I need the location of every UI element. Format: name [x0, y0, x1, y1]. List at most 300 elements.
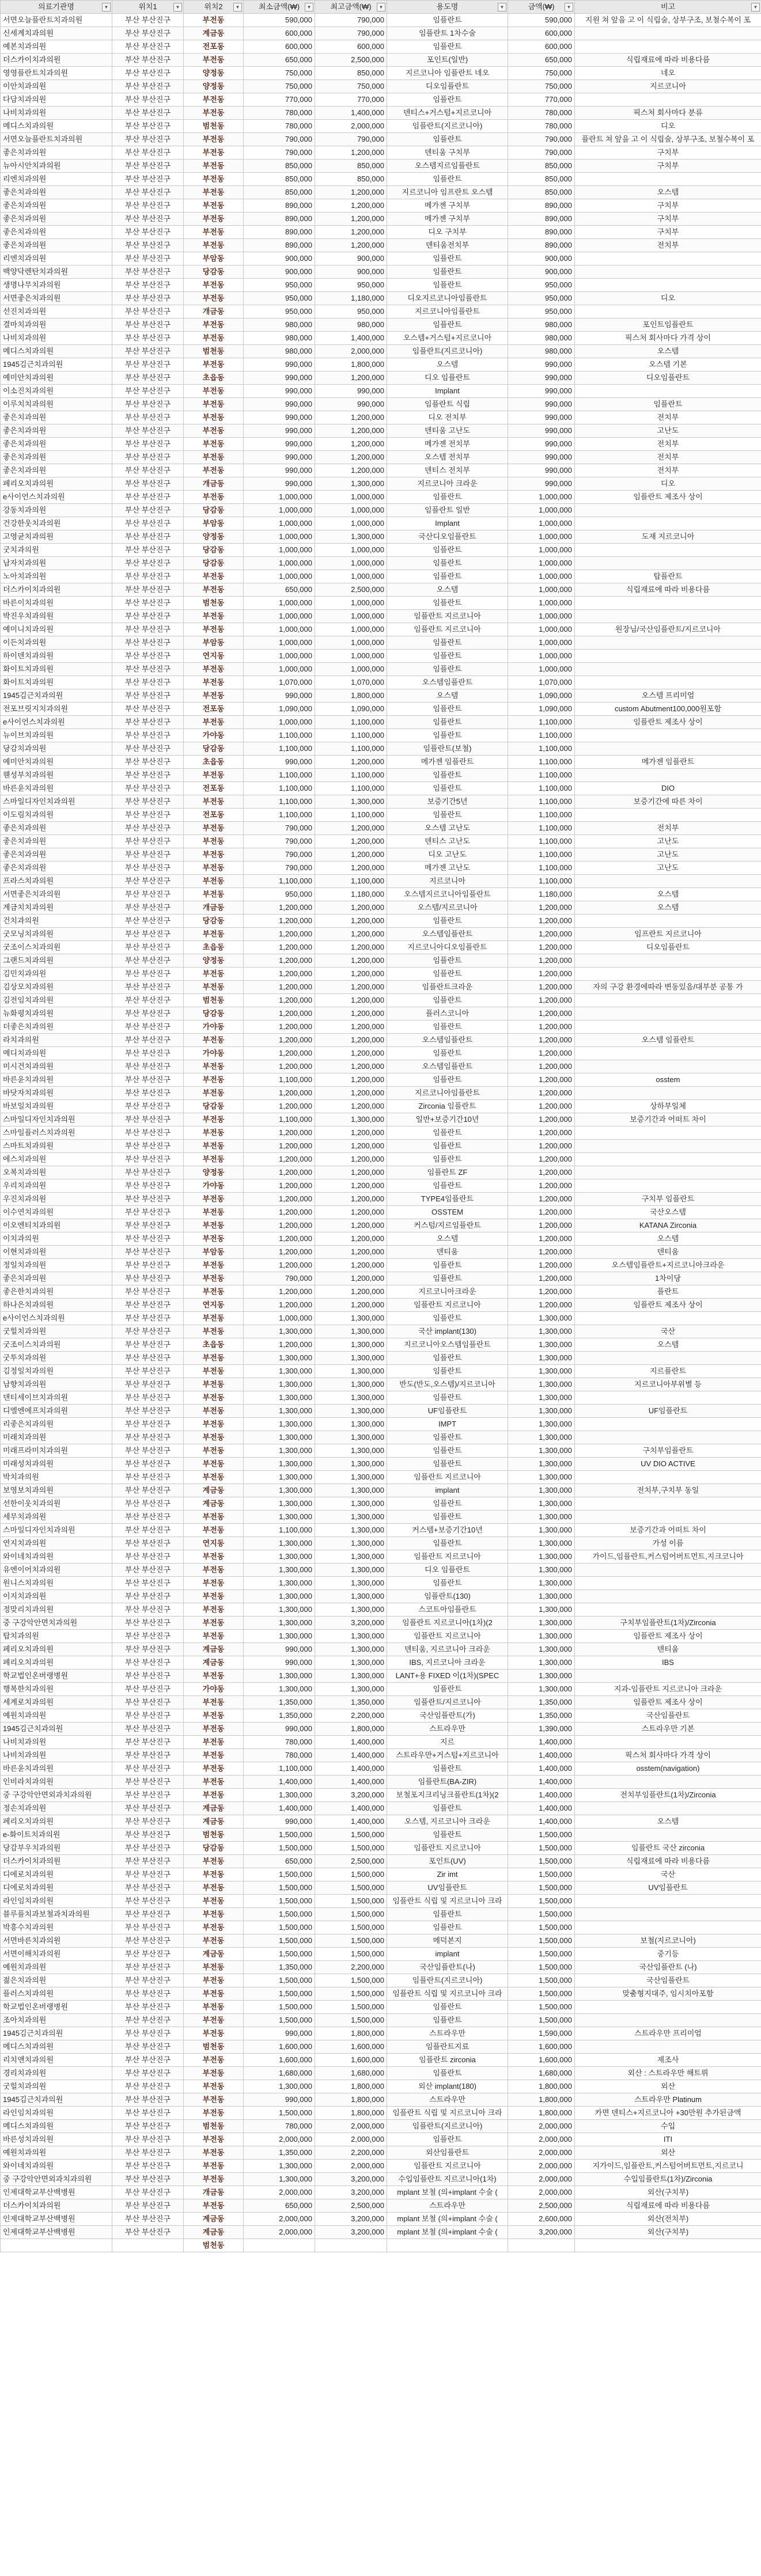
min-price-cell[interactable]: 1,300,000: [244, 1564, 315, 1577]
min-price-cell[interactable]: 650,000: [244, 2199, 315, 2213]
clinic-name-cell[interactable]: 스마트치과의원: [1, 1140, 112, 1153]
location2-cell[interactable]: 부전동: [184, 213, 244, 226]
clinic-name-cell[interactable]: 좋은치과의원: [1, 146, 112, 160]
price-cell[interactable]: 750,000: [508, 67, 575, 80]
min-price-cell[interactable]: 1,200,000: [244, 981, 315, 994]
location2-cell[interactable]: 부전동: [184, 1617, 244, 1630]
max-price-cell[interactable]: 1,500,000: [315, 1842, 387, 1855]
table-row[interactable]: [1, 875, 761, 888]
price-cell[interactable]: 1,300,000: [508, 1630, 575, 1643]
location2-cell[interactable]: 부전동: [184, 239, 244, 252]
location1-cell[interactable]: 부산 부산진구: [112, 2040, 184, 2054]
note-cell[interactable]: 덴티움: [575, 1643, 761, 1656]
table-row[interactable]: [1, 1789, 761, 1802]
location2-cell[interactable]: 계금동: [184, 27, 244, 40]
table-row[interactable]: [1, 1961, 761, 1974]
max-price-cell[interactable]: 1,000,000: [315, 623, 387, 636]
location1-cell[interactable]: 부산 부산진구: [112, 1179, 184, 1193]
price-cell[interactable]: 1,500,000: [508, 2001, 575, 2014]
location1-cell[interactable]: 부산 부산진구: [112, 650, 184, 663]
table-row[interactable]: [1, 27, 761, 40]
note-cell[interactable]: [575, 385, 761, 398]
price-cell[interactable]: 990,000: [508, 438, 575, 451]
max-price-cell[interactable]: 790,000: [315, 14, 387, 27]
clinic-name-cell[interactable]: 중 구강악안면외과치과의원: [1, 1789, 112, 1802]
price-cell[interactable]: 1,300,000: [508, 1378, 575, 1391]
max-price-cell[interactable]: 1,200,000: [315, 1020, 387, 1034]
usage-cell[interactable]: 오스템임플란트: [387, 1034, 508, 1047]
location2-cell[interactable]: 부전동: [184, 1881, 244, 1895]
max-price-cell[interactable]: 1,300,000: [315, 1670, 387, 1683]
usage-cell[interactable]: 지르코니아디오임플란트: [387, 941, 508, 954]
table-row[interactable]: [1, 901, 761, 915]
usage-cell[interactable]: 오스템 전치부: [387, 451, 508, 464]
min-price-cell[interactable]: 990,000: [244, 2093, 315, 2107]
note-cell[interactable]: 외산: [575, 2146, 761, 2160]
clinic-name-cell[interactable]: 이루치치과의원: [1, 398, 112, 411]
note-cell[interactable]: 임플란트 제조사 상이: [575, 1299, 761, 1312]
price-cell[interactable]: 1,500,000: [508, 1934, 575, 1948]
price-cell[interactable]: 1,000,000: [508, 504, 575, 517]
location1-cell[interactable]: 부산 부산진구: [112, 1908, 184, 1921]
location1-cell[interactable]: 부산 부산진구: [112, 1484, 184, 1497]
max-price-cell[interactable]: 1,200,000: [315, 954, 387, 968]
max-price-cell[interactable]: 1,000,000: [315, 557, 387, 570]
clinic-name-cell[interactable]: 굿조이스치과의원: [1, 1338, 112, 1352]
note-cell[interactable]: [575, 650, 761, 663]
location2-cell[interactable]: 계금동: [184, 1484, 244, 1497]
note-cell[interactable]: [575, 305, 761, 318]
usage-cell[interactable]: 오스템임플란트: [387, 1060, 508, 1073]
price-cell[interactable]: 1,200,000: [508, 1166, 575, 1179]
clinic-name-cell[interactable]: 메디스치과의원: [1, 345, 112, 358]
max-price-cell[interactable]: 1,100,000: [315, 716, 387, 729]
clinic-name-cell[interactable]: 와이네치과의원: [1, 1550, 112, 1564]
min-price-cell[interactable]: 1,000,000: [244, 530, 315, 544]
table-row[interactable]: [1, 252, 761, 265]
clinic-name-cell[interactable]: 더스카이치과의원: [1, 1855, 112, 1868]
max-price-cell[interactable]: 1,200,000: [315, 411, 387, 424]
table-row[interactable]: [1, 1630, 761, 1643]
table-row[interactable]: [1, 1511, 761, 1524]
location2-cell[interactable]: 전포동: [184, 782, 244, 795]
location1-cell[interactable]: 부산 부산진구: [112, 411, 184, 424]
table-row[interactable]: [1, 1683, 761, 1696]
min-price-cell[interactable]: 1,000,000: [244, 636, 315, 650]
col-header-max-price[interactable]: [315, 1, 387, 14]
table-row[interactable]: [1, 1285, 761, 1299]
max-price-cell[interactable]: 1,800,000: [315, 2107, 387, 2120]
price-cell[interactable]: 1,500,000: [508, 1895, 575, 1908]
location1-cell[interactable]: 부산 부산진구: [112, 1418, 184, 1431]
usage-cell[interactable]: 임플란트 식립: [387, 398, 508, 411]
min-price-cell[interactable]: 1,300,000: [244, 1537, 315, 1550]
clinic-name-cell[interactable]: 라인임치과의원: [1, 2107, 112, 2120]
price-cell[interactable]: 1,200,000: [508, 941, 575, 954]
location2-cell[interactable]: 범천동: [184, 2120, 244, 2133]
usage-cell[interactable]: 스트라우만+거스텀+지르코니아: [387, 1749, 508, 1762]
min-price-cell[interactable]: 1,400,000: [244, 1802, 315, 1815]
table-row[interactable]: [1, 199, 761, 213]
price-cell[interactable]: 1,300,000: [508, 1352, 575, 1365]
usage-cell[interactable]: implant: [387, 1948, 508, 1961]
table-row[interactable]: [1, 318, 761, 332]
clinic-name-cell[interactable]: 미래프라미치과의원: [1, 1444, 112, 1458]
max-price-cell[interactable]: 1,300,000: [315, 1683, 387, 1696]
clinic-name-cell[interactable]: 메디스치과의원: [1, 2040, 112, 2054]
min-price-cell[interactable]: 1,200,000: [244, 1338, 315, 1352]
clinic-name-cell[interactable]: 예본치과의원: [1, 40, 112, 54]
max-price-cell[interactable]: 1,500,000: [315, 1881, 387, 1895]
clinic-name-cell[interactable]: 굿치과의원: [1, 544, 112, 557]
max-price-cell[interactable]: 900,000: [315, 265, 387, 279]
location1-cell[interactable]: 부산 부산진구: [112, 1564, 184, 1577]
clinic-name-cell[interactable]: 예미안치과의원: [1, 371, 112, 385]
clinic-name-cell[interactable]: 인제대학교부산백병원: [1, 2186, 112, 2199]
location2-cell[interactable]: 부전동: [184, 928, 244, 941]
note-cell[interactable]: 오스템: [575, 888, 761, 901]
location1-cell[interactable]: 부산 부산진구: [112, 544, 184, 557]
min-price-cell[interactable]: 1,200,000: [244, 1140, 315, 1153]
location2-cell[interactable]: 부전동: [184, 199, 244, 213]
location1-cell[interactable]: 부산 부산진구: [112, 2027, 184, 2040]
price-cell[interactable]: 1,200,000: [508, 1272, 575, 1285]
usage-cell[interactable]: 임플란트: [387, 491, 508, 504]
clinic-name-cell[interactable]: 김정일치과의원: [1, 1365, 112, 1378]
min-price-cell[interactable]: 1,500,000: [244, 1842, 315, 1855]
usage-cell[interactable]: 임플란트 식립 및 지르코니아 크라: [387, 1895, 508, 1908]
usage-cell[interactable]: 임플란트: [387, 173, 508, 186]
usage-cell[interactable]: 임플란트: [387, 729, 508, 742]
location1-cell[interactable]: 부산 부산진구: [112, 1617, 184, 1630]
location2-cell[interactable]: 부전동: [184, 279, 244, 292]
note-cell[interactable]: [575, 1153, 761, 1166]
location1-cell[interactable]: 부산 부산진구: [112, 1405, 184, 1418]
clinic-name-cell[interactable]: 미래성치과의원: [1, 1458, 112, 1471]
note-cell[interactable]: 오스템: [575, 901, 761, 915]
clinic-name-cell[interactable]: 하이덴치과의원: [1, 650, 112, 663]
location1-cell[interactable]: 부산 부산진구: [112, 2186, 184, 2199]
usage-cell[interactable]: 임플란트: [387, 40, 508, 54]
min-price-cell[interactable]: 1,300,000: [244, 1378, 315, 1391]
usage-cell[interactable]: 임플란트: [387, 1828, 508, 1842]
note-cell[interactable]: 식립재료에 따라 비용다름: [575, 54, 761, 67]
usage-cell[interactable]: 오스템: [387, 358, 508, 371]
location1-cell[interactable]: 부산 부산진구: [112, 1140, 184, 1153]
location1-cell[interactable]: 부산 부산진구: [112, 1047, 184, 1060]
usage-cell[interactable]: 임플란트: [387, 1352, 508, 1365]
usage-cell[interactable]: 임플란트: [387, 1683, 508, 1696]
table-row[interactable]: [1, 2133, 761, 2146]
clinic-name-cell[interactable]: 좋은치과의원: [1, 438, 112, 451]
usage-cell[interactable]: 임플란트 지르코니아: [387, 610, 508, 623]
clinic-name-cell[interactable]: 예미안치과의원: [1, 756, 112, 769]
table-row[interactable]: [1, 623, 761, 636]
usage-cell[interactable]: 보철포지크리닝크플란트(1차)(2: [387, 1789, 508, 1802]
min-price-cell[interactable]: 1,100,000: [244, 795, 315, 809]
max-price-cell[interactable]: 990,000: [315, 385, 387, 398]
location2-cell[interactable]: 초읍동: [184, 1338, 244, 1352]
max-price-cell[interactable]: 1,200,000: [315, 424, 387, 438]
clinic-name-cell[interactable]: 유엔이어치과의원: [1, 1564, 112, 1577]
price-cell[interactable]: 1,390,000: [508, 1723, 575, 1736]
note-cell[interactable]: [575, 663, 761, 676]
min-price-cell[interactable]: 900,000: [244, 252, 315, 265]
table-row[interactable]: [1, 332, 761, 345]
usage-cell[interactable]: 오스템, 지르코니아 크라운: [387, 1815, 508, 1828]
note-cell[interactable]: [575, 265, 761, 279]
location1-cell[interactable]: 부산 부산진구: [112, 173, 184, 186]
min-price-cell[interactable]: 1,000,000: [244, 597, 315, 610]
location2-cell[interactable]: 연지동: [184, 1537, 244, 1550]
table-row[interactable]: [1, 54, 761, 67]
location2-cell[interactable]: 범천동: [184, 994, 244, 1007]
max-price-cell[interactable]: 900,000: [315, 252, 387, 265]
usage-cell[interactable]: 외산 implant(180): [387, 2080, 508, 2093]
clinic-name-cell[interactable]: 당감부우치과의원: [1, 1842, 112, 1855]
min-price-cell[interactable]: 1,200,000: [244, 1246, 315, 1259]
clinic-name-cell[interactable]: 이지치과의원: [1, 1590, 112, 1603]
location2-cell[interactable]: 부전동: [184, 2054, 244, 2067]
note-cell[interactable]: 고난도: [575, 848, 761, 862]
table-row[interactable]: [1, 835, 761, 848]
usage-cell[interactable]: 국산디오임플란트: [387, 530, 508, 544]
note-cell[interactable]: 전치부: [575, 451, 761, 464]
clinic-name-cell[interactable]: 좋은치과의원: [1, 424, 112, 438]
price-cell[interactable]: 1,200,000: [508, 981, 575, 994]
clinic-name-cell[interactable]: 경리치과의원: [1, 2067, 112, 2080]
min-price-cell[interactable]: 1,300,000: [244, 1444, 315, 1458]
price-cell[interactable]: 990,000: [508, 411, 575, 424]
location2-cell[interactable]: 부전동: [184, 1550, 244, 1564]
note-cell[interactable]: 오스템: [575, 1232, 761, 1246]
table-row[interactable]: [1, 40, 761, 54]
location2-cell[interactable]: 전포동: [184, 703, 244, 716]
location1-cell[interactable]: 부산 부산진구: [112, 40, 184, 54]
price-cell[interactable]: [508, 2239, 575, 2252]
price-cell[interactable]: 2,000,000: [508, 2160, 575, 2173]
clinic-name-cell[interactable]: 더좋은치과의원: [1, 1020, 112, 1034]
location1-cell[interactable]: 부산 부산진구: [112, 1921, 184, 1934]
min-price-cell[interactable]: 1,200,000: [244, 1100, 315, 1113]
max-price-cell[interactable]: 1,500,000: [315, 1908, 387, 1921]
clinic-name-cell[interactable]: 굿모닝치과의원: [1, 928, 112, 941]
min-price-cell[interactable]: 600,000: [244, 27, 315, 40]
note-cell[interactable]: 지르플란트: [575, 1365, 761, 1378]
usage-cell[interactable]: 임플란트: [387, 1577, 508, 1590]
price-cell[interactable]: 1,300,000: [508, 1471, 575, 1484]
clinic-name-cell[interactable]: 김전임치과의원: [1, 994, 112, 1007]
min-price-cell[interactable]: 900,000: [244, 265, 315, 279]
note-cell[interactable]: 식립재료에 따라 비용다름: [575, 583, 761, 597]
price-cell[interactable]: 1,200,000: [508, 901, 575, 915]
min-price-cell[interactable]: 1,100,000: [244, 769, 315, 782]
location1-cell[interactable]: 부산 부산진구: [112, 981, 184, 994]
min-price-cell[interactable]: 2,000,000: [244, 2133, 315, 2146]
min-price-cell[interactable]: 1,500,000: [244, 1881, 315, 1895]
max-price-cell[interactable]: 1,000,000: [315, 491, 387, 504]
table-row[interactable]: [1, 1100, 761, 1113]
table-row-footer[interactable]: [1, 2239, 761, 2252]
location1-cell[interactable]: 부산 부산진구: [112, 1723, 184, 1736]
location2-cell[interactable]: 당감동: [184, 915, 244, 928]
max-price-cell[interactable]: 2,000,000: [315, 2160, 387, 2173]
max-price-cell[interactable]: 850,000: [315, 67, 387, 80]
min-price-cell[interactable]: 1,100,000: [244, 742, 315, 756]
location1-cell[interactable]: 부산 부산진구: [112, 279, 184, 292]
location1-cell[interactable]: 부산 부산진구: [112, 27, 184, 40]
table-row[interactable]: [1, 305, 761, 318]
location2-cell[interactable]: 당감동: [184, 1007, 244, 1020]
max-price-cell[interactable]: 1,200,000: [315, 862, 387, 875]
price-cell[interactable]: 1,800,000: [508, 2080, 575, 2093]
clinic-name-cell[interactable]: 강동치과의원: [1, 504, 112, 517]
min-price-cell[interactable]: 1,200,000: [244, 1060, 315, 1073]
note-cell[interactable]: 오스템임플란트+지르코니아크라운: [575, 1259, 761, 1272]
note-cell[interactable]: 전치부,구치부 동일: [575, 1484, 761, 1497]
location1-cell[interactable]: 부산 부산진구: [112, 1630, 184, 1643]
location2-cell[interactable]: 부전동: [184, 1060, 244, 1073]
clinic-name-cell[interactable]: 건강한웃치과의원: [1, 517, 112, 530]
location1-cell[interactable]: 부산 부산진구: [112, 795, 184, 809]
price-cell[interactable]: 890,000: [508, 239, 575, 252]
location2-cell[interactable]: 초읍동: [184, 371, 244, 385]
table-row[interactable]: [1, 809, 761, 822]
filter-dropdown-icon[interactable]: ▼: [377, 3, 385, 12]
max-price-cell[interactable]: 1,300,000: [315, 477, 387, 491]
usage-cell[interactable]: 임플란트: [387, 1020, 508, 1034]
price-cell[interactable]: 1,300,000: [508, 1365, 575, 1378]
table-row[interactable]: [1, 663, 761, 676]
usage-cell[interactable]: 스트라우만: [387, 2093, 508, 2107]
table-row[interactable]: [1, 1577, 761, 1590]
max-price-cell[interactable]: 1,200,000: [315, 1047, 387, 1060]
location2-cell[interactable]: 전포동: [184, 809, 244, 822]
min-price-cell[interactable]: 990,000: [244, 371, 315, 385]
clinic-name-cell[interactable]: 굿조이스치과의원: [1, 941, 112, 954]
note-cell[interactable]: 제조사: [575, 2054, 761, 2067]
table-row[interactable]: [1, 1259, 761, 1272]
table-row[interactable]: [1, 1550, 761, 1564]
note-cell[interactable]: 전치부: [575, 464, 761, 477]
price-cell[interactable]: 1,000,000: [508, 663, 575, 676]
note-cell[interactable]: 고난도: [575, 835, 761, 848]
location2-cell[interactable]: 부전동: [184, 968, 244, 981]
clinic-name-cell[interactable]: 바닷자치과의원: [1, 1087, 112, 1100]
max-price-cell[interactable]: 790,000: [315, 27, 387, 40]
location2-cell[interactable]: 부전동: [184, 1458, 244, 1471]
location2-cell[interactable]: 부전동: [184, 1140, 244, 1153]
max-price-cell[interactable]: 1,000,000: [315, 597, 387, 610]
max-price-cell[interactable]: 990,000: [315, 398, 387, 411]
max-price-cell[interactable]: 1,200,000: [315, 1259, 387, 1272]
min-price-cell[interactable]: 1,000,000: [244, 650, 315, 663]
location2-cell[interactable]: 부전동: [184, 689, 244, 703]
usage-cell[interactable]: 임플란트: [387, 252, 508, 265]
max-price-cell[interactable]: 1,200,000: [315, 451, 387, 464]
note-cell[interactable]: 임플란트 제조사 상이: [575, 716, 761, 729]
max-price-cell[interactable]: 1,800,000: [315, 2080, 387, 2093]
price-cell[interactable]: 1,300,000: [508, 1444, 575, 1458]
min-price-cell[interactable]: 1,200,000: [244, 1193, 315, 1206]
max-price-cell[interactable]: 1,200,000: [315, 226, 387, 239]
note-cell[interactable]: 오스템 임플란트: [575, 1034, 761, 1047]
location2-cell[interactable]: 부전동: [184, 1670, 244, 1683]
table-row[interactable]: [1, 1431, 761, 1444]
location1-cell[interactable]: 부산 부산진구: [112, 809, 184, 822]
price-cell[interactable]: 770,000: [508, 93, 575, 107]
usage-cell[interactable]: 임플란트 지르코니아: [387, 623, 508, 636]
price-cell[interactable]: 780,000: [508, 120, 575, 133]
note-cell[interactable]: [575, 1564, 761, 1577]
min-price-cell[interactable]: 1,100,000: [244, 1113, 315, 1126]
note-cell[interactable]: 외산(구치부): [575, 2186, 761, 2199]
clinic-name-cell[interactable]: 원니스치과의원: [1, 1577, 112, 1590]
clinic-name-cell[interactable]: 1945김근치과의원: [1, 1723, 112, 1736]
location2-cell[interactable]: 가야동: [184, 1020, 244, 1034]
min-price-cell[interactable]: 650,000: [244, 583, 315, 597]
location2-cell[interactable]: 부암동: [184, 517, 244, 530]
usage-cell[interactable]: 덴티움, 지르코니아 크라운: [387, 1643, 508, 1656]
location1-cell[interactable]: 부산 부산진구: [112, 1749, 184, 1762]
table-row[interactable]: [1, 1762, 761, 1775]
price-cell[interactable]: 1,500,000: [508, 1908, 575, 1921]
location2-cell[interactable]: 부전동: [184, 1431, 244, 1444]
price-cell[interactable]: 1,090,000: [508, 689, 575, 703]
location2-cell[interactable]: 부전동: [184, 1113, 244, 1126]
max-price-cell[interactable]: 1,200,000: [315, 1140, 387, 1153]
usage-cell[interactable]: 지르: [387, 1736, 508, 1749]
note-cell[interactable]: 전치부: [575, 411, 761, 424]
max-price-cell[interactable]: 600,000: [315, 40, 387, 54]
min-price-cell[interactable]: 780,000: [244, 1749, 315, 1762]
note-cell[interactable]: [575, 1603, 761, 1617]
min-price-cell[interactable]: 1,200,000: [244, 994, 315, 1007]
location1-cell[interactable]: 부산 부산진구: [112, 1895, 184, 1908]
table-row[interactable]: [1, 1444, 761, 1458]
table-row[interactable]: [1, 703, 761, 716]
note-cell[interactable]: osstem(navigation): [575, 1762, 761, 1775]
max-price-cell[interactable]: 2,000,000: [315, 345, 387, 358]
usage-cell[interactable]: 메덕본지: [387, 1934, 508, 1948]
location2-cell[interactable]: 계금동: [184, 1802, 244, 1815]
table-row[interactable]: [1, 941, 761, 954]
clinic-name-cell[interactable]: 좋은치과의원: [1, 835, 112, 848]
price-cell[interactable]: 1,000,000: [508, 650, 575, 663]
max-price-cell[interactable]: 1,200,000: [315, 1153, 387, 1166]
location1-cell[interactable]: 부산 부산진구: [112, 1802, 184, 1815]
max-price-cell[interactable]: 1,200,000: [315, 915, 387, 928]
location1-cell[interactable]: 부산 부산진구: [112, 756, 184, 769]
note-cell[interactable]: 디오임플란트: [575, 371, 761, 385]
location1-cell[interactable]: 부산 부산진구: [112, 782, 184, 795]
clinic-name-cell[interactable]: 화이트치과의원: [1, 663, 112, 676]
note-cell[interactable]: 구치부임플란트(1차)/Zirconia: [575, 1617, 761, 1630]
location1-cell[interactable]: 부산 부산진구: [112, 1100, 184, 1113]
clinic-name-cell[interactable]: 남자치과의원: [1, 557, 112, 570]
usage-cell[interactable]: 임플란트: [387, 1497, 508, 1511]
clinic-name-cell[interactable]: 페리오치과의원: [1, 1815, 112, 1828]
note-cell[interactable]: 임프란트 지르코니아: [575, 928, 761, 941]
min-price-cell[interactable]: 990,000: [244, 1643, 315, 1656]
usage-cell[interactable]: 임플란트: [387, 1312, 508, 1325]
clinic-name-cell[interactable]: 웬성부치과의원: [1, 769, 112, 782]
location2-cell[interactable]: 부전동: [184, 292, 244, 305]
location2-cell[interactable]: 부전동: [184, 1153, 244, 1166]
usage-cell[interactable]: 임플란트: [387, 133, 508, 146]
usage-cell[interactable]: 임플란트 지르코니아: [387, 1842, 508, 1855]
usage-cell[interactable]: mplant 보철 (의+implant 수술 (: [387, 2186, 508, 2199]
